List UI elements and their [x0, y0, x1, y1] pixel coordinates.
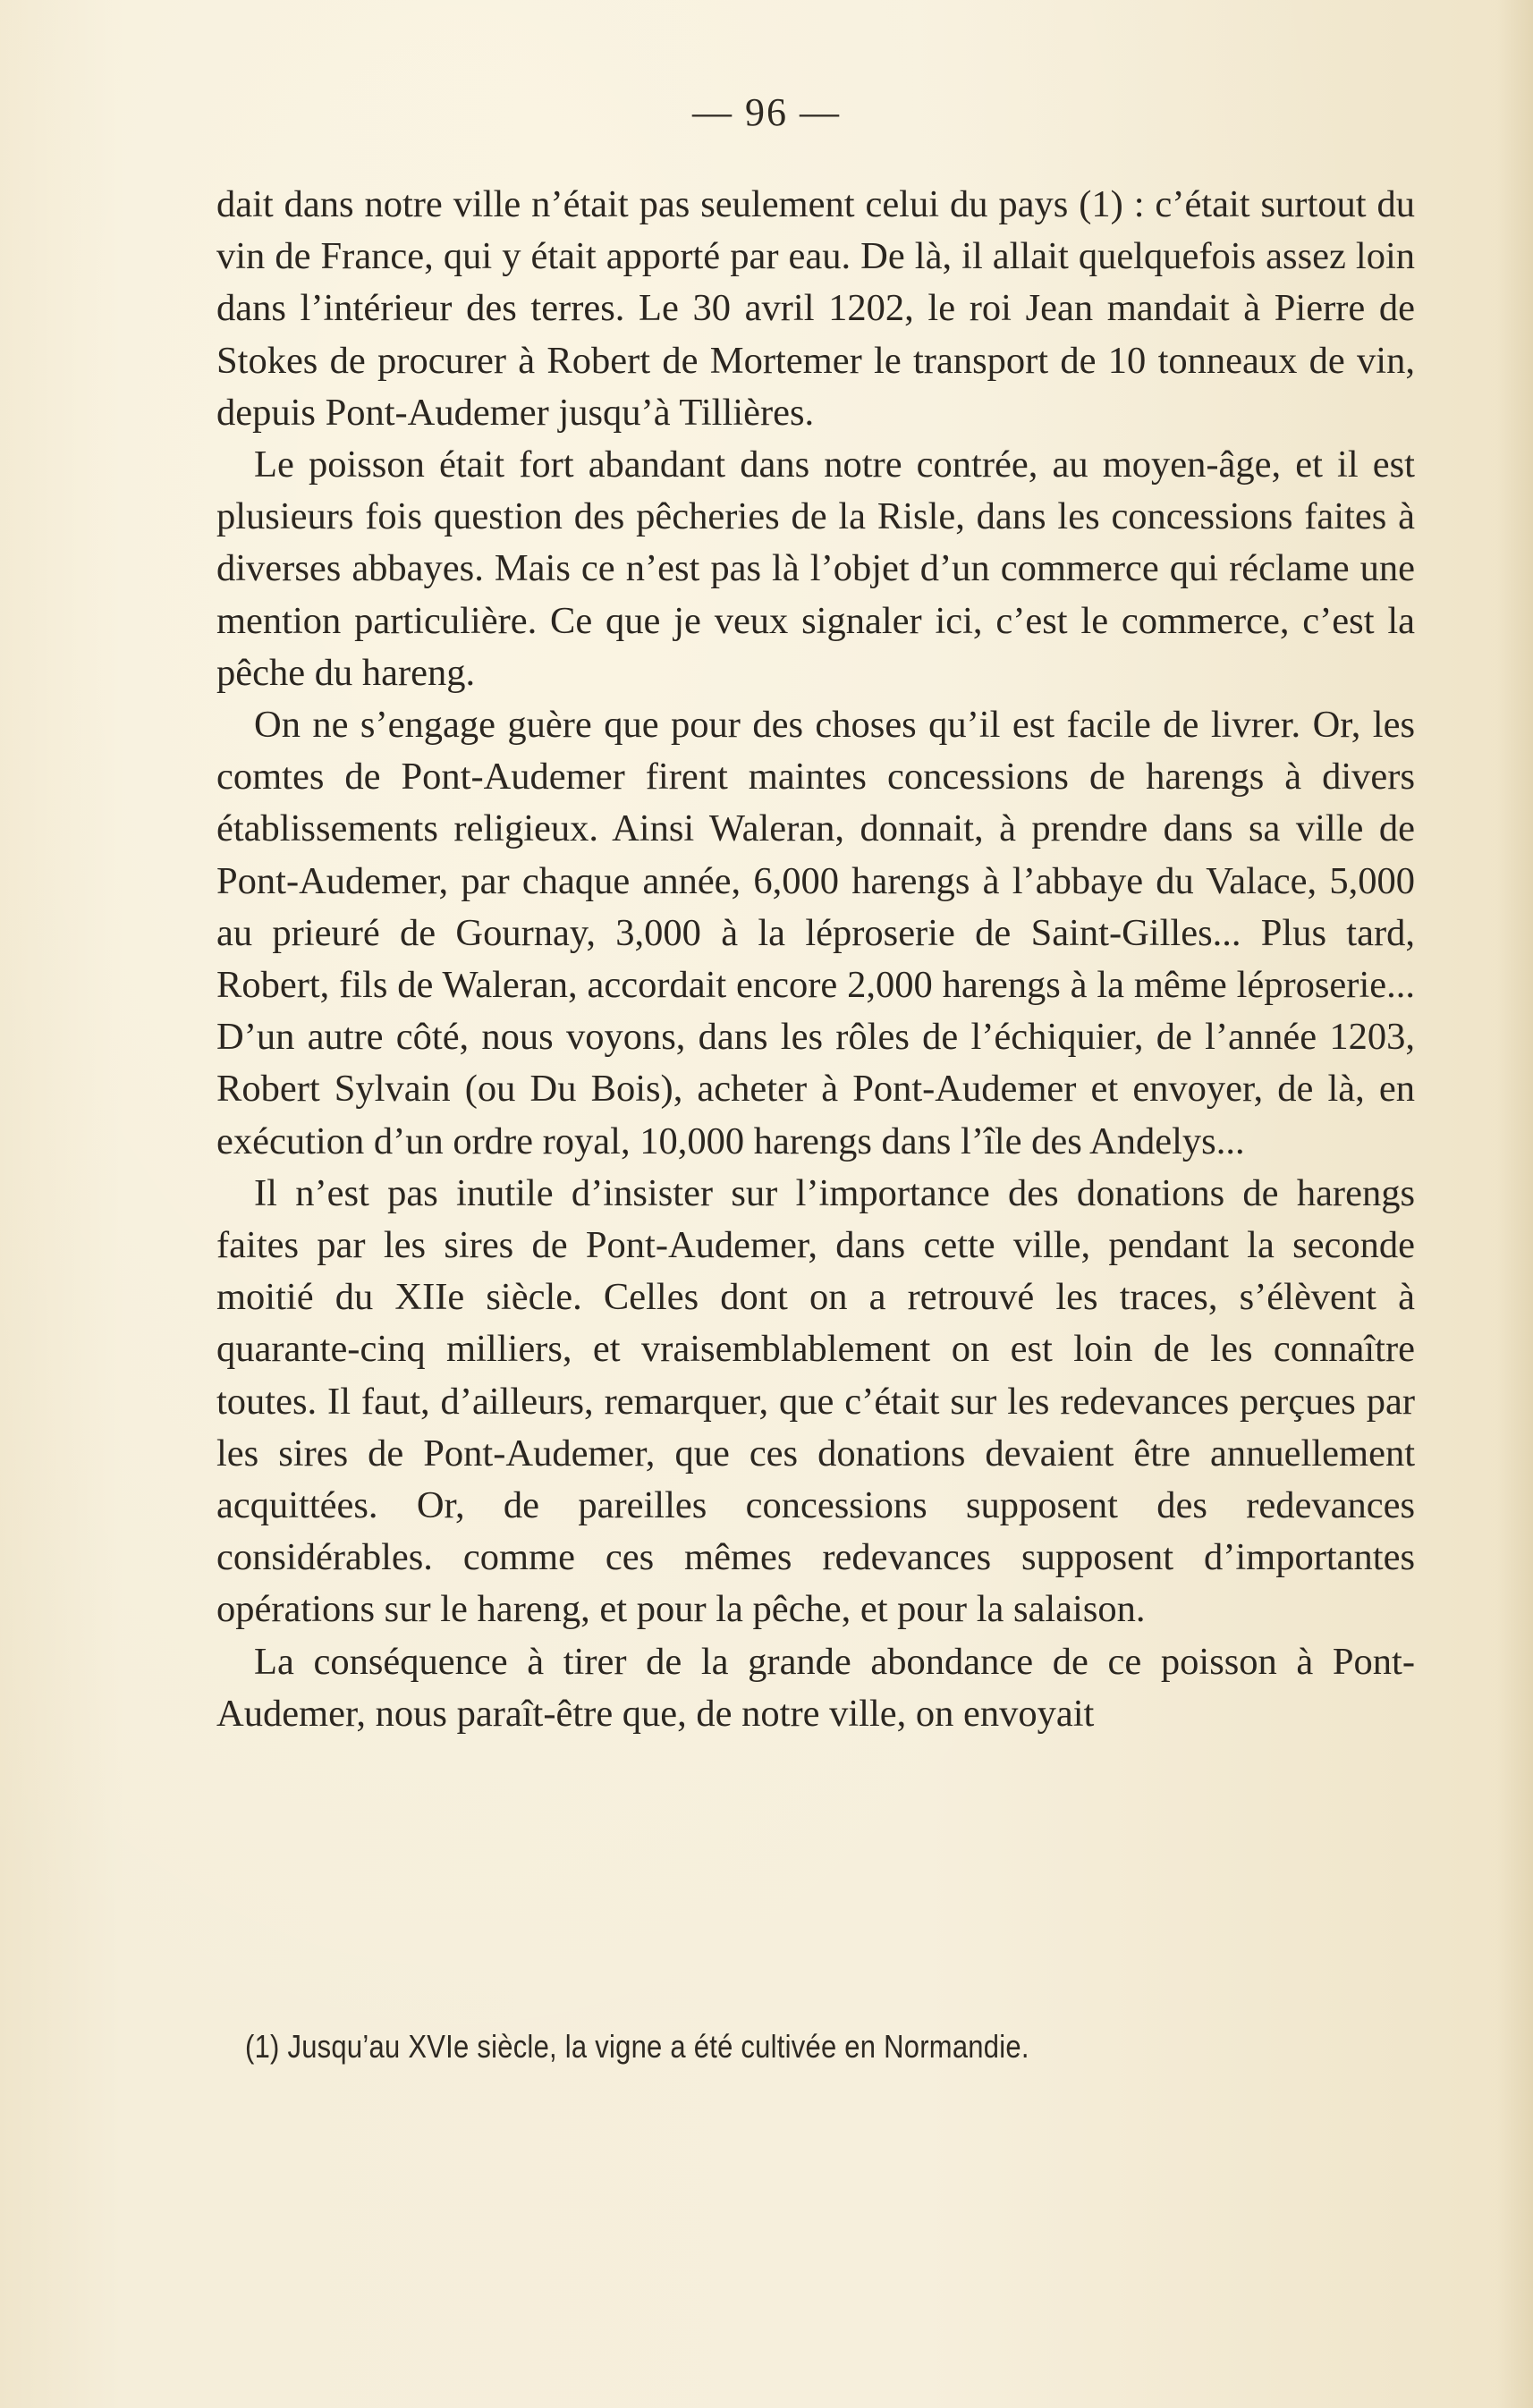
paragraph-3: On ne s’engage guère que pour des choses qu’il est facile de livrer. Or, les comtes de Pont-Audemer firent maintes concessions de harengs à divers établissements religieux. Ainsi Waleran, donnait, à prendre dans sa ville de Pont-Audemer, par chaque année, 6,000 harengs à l’abbaye du Valace, 5,000 au prieuré de Gournay, 3,000 à la léproserie de Saint-Gilles... Plus tard, Robert, fils de Waleran, accordait encore 2,000 harengs à la même léproserie... D’un autre côté, nous voyons, dans les rôles de l’échiquier, de l’année 1203, Robert Sylvain (ou Du Bois), acheter à Pont-Audemer et envoyer, de là, en exécution d’un ordre royal, 10,000 harengs dans l’île des Andelys...: [216, 704, 1415, 1162]
footnote: (1) Jusqu’au XVIe siècle, la vigne a été cultivée en Normandie.: [245, 2028, 1029, 2065]
paragraph-2: Le poisson était fort abandant dans notre contrée, au moyen-âge, et il est plusieurs fois question des pêcheries de la Risle, dans les concessions faites à diverses abbayes. Mais ce n’est pas là l’objet d’un commerce qui réclame une mention particulière. Ce que je veux signaler ici, c’est le commerce, c’est la pêche du hareng.: [216, 444, 1415, 694]
page-number: — 96 —: [692, 90, 841, 134]
body-text: [216, 179, 1415, 1740]
paragraph-5: La conséquence à tirer de la grande abondance de ce poisson à Pont-Audemer, nous paraît-être que, de notre ville, on envoyait: [216, 1640, 1415, 1735]
paragraph-1: dait dans notre ville n’était pas seulement celui du pays (1) : c’était surtout du vin de France, qui y était apporté par eau. De là, il allait quelquefois assez loin dans l’intérieur des terres. Le 30 avril 1202, le roi Jean mandait à Pierre de Stokes de procurer à Robert de Mortemer le transport de 10 tonneaux de vin, depuis Pont-Audemer jusqu’à Tillières.: [216, 183, 1415, 434]
page-edge-shadow: [1497, 0, 1533, 2408]
paragraph-4: Il n’est pas inutile d’insister sur l’importance des donations de harengs faites par les sires de Pont-Audemer, dans cette ville, pendant la seconde moitié du XIIe siècle. Celles dont on a retrouvé les traces, s’élèvent à quarante-cinq milliers, et vraisemblablement on est loin de les connaître toutes. Il faut, d’ailleurs, remarquer, que c’était sur les redevances perçues par les sires de Pont-Audemer, que ces donations devaient être annuellement acquittées. Or, de pareilles concessions supposent des redevances considérables. comme ces mêmes redevances supposent d’importantes opérations sur le hareng, et pour la pêche, et pour la salaison.: [216, 1171, 1415, 1631]
